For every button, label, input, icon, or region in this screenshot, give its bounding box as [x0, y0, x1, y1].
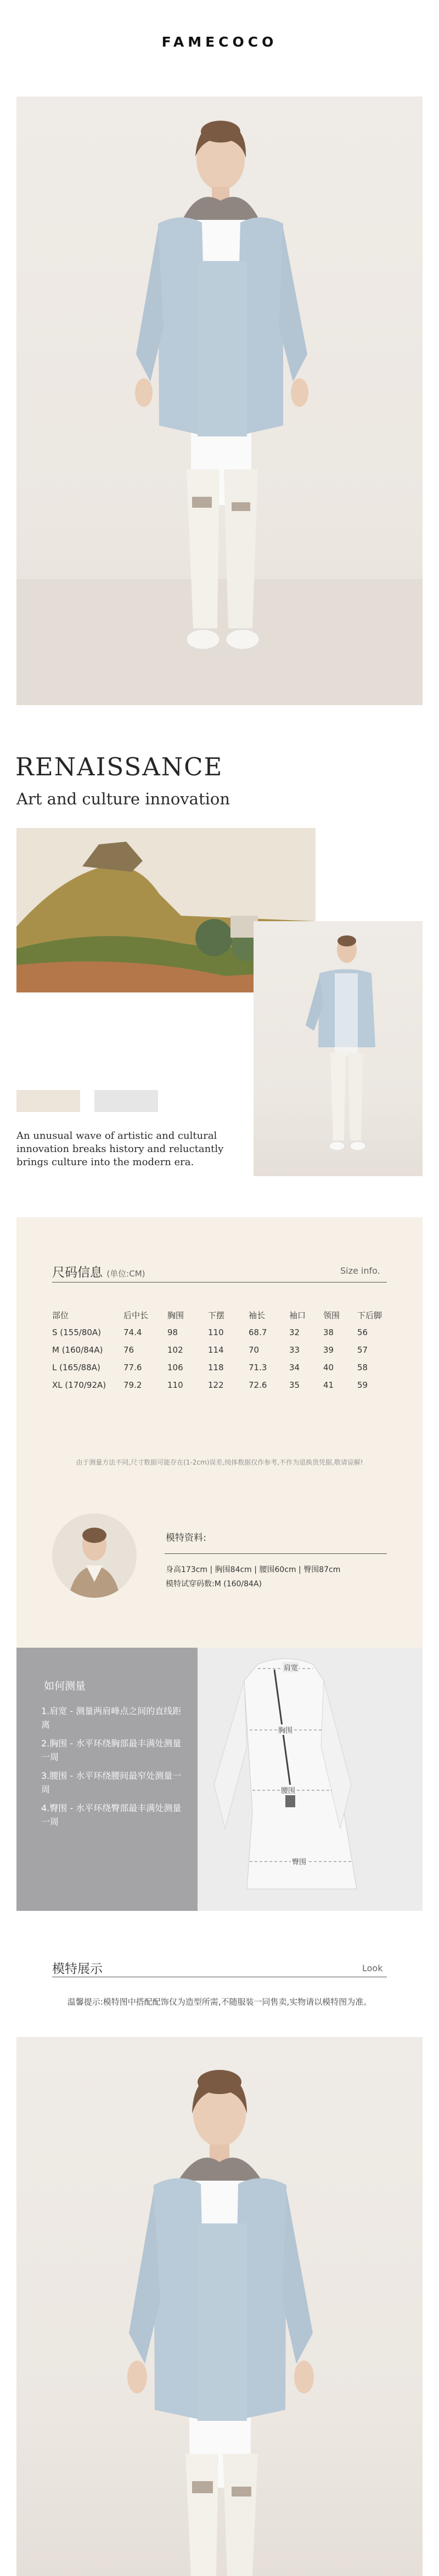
diagram-label-chest: 胸围 [277, 1724, 294, 1735]
size-info-unit: (单位:CM) [106, 1269, 145, 1279]
size-info-title-en: Size info. [340, 1266, 380, 1276]
size-table-header: 袖长 [249, 1310, 266, 1320]
size-table-header: 领围 [323, 1310, 340, 1320]
brand-logo: FAMECOCO [161, 34, 278, 50]
size-info-divider [52, 1282, 387, 1283]
size-table [52, 1306, 387, 1394]
size-table-cell: 77.6 [123, 1363, 142, 1372]
size-table-header: 袖口 [289, 1310, 306, 1320]
size-table-cell: L (165/88A) [52, 1363, 100, 1372]
size-table-cell: 32 [289, 1327, 300, 1337]
how-to-measure-title: 如何测量 [44, 1680, 86, 1692]
intro-description: An unusual wave of artistic and cultural innovation breaks history and reluctantly brings culture into the modern era. [16, 1130, 224, 1168]
look-model-illustration [16, 2037, 423, 2576]
how-to-measure-steps [41, 1704, 184, 1834]
diagram-label-hip: 臀围 [291, 1856, 307, 1866]
model-info-title: 模特资料: [166, 1533, 206, 1544]
size-table-row [52, 1341, 387, 1359]
size-table-header: 下摆 [208, 1310, 225, 1320]
look-notice: 温馨提示:模特图中搭配配饰仅为造型所需,不随服装一同售卖,实物请以模特图为准。 [67, 1997, 372, 2007]
size-table-cell: 110 [208, 1327, 224, 1337]
measure-step: 1.肩宽 - 测量两肩峰点之间的直线距离 [41, 1706, 182, 1730]
measure-step: 3.腰围 - 水平环绕腰间最窄处测量一周 [41, 1771, 182, 1795]
size-table-cell: 71.3 [249, 1363, 267, 1372]
hero-model-photo [16, 97, 423, 705]
model-info-divider [165, 1553, 387, 1554]
size-table-cell: 76 [123, 1345, 134, 1355]
look-title-en: Look [362, 1963, 383, 1973]
size-table-cell: 33 [289, 1345, 300, 1355]
secondary-model-illustration [254, 921, 423, 1176]
size-table-cell: 114 [208, 1345, 224, 1355]
size-table-cell: 70 [249, 1345, 260, 1355]
hero-model-illustration [16, 97, 423, 705]
size-table-cell: 58 [357, 1363, 368, 1372]
measure-step: 4.臀围 - 水平环绕臀部最丰满处测量一周 [41, 1803, 182, 1827]
look-title: 模特展示 [52, 1962, 103, 1976]
size-table-header: 部位 [52, 1310, 69, 1320]
size-table-cell: 41 [323, 1380, 334, 1390]
size-info-title: 尺码信息 [52, 1266, 103, 1280]
diagram-label-shoulder: 肩宽 [283, 1662, 299, 1672]
swatch-beige [16, 1090, 80, 1112]
swatch-grey [94, 1090, 158, 1112]
size-table-cell: 79.2 [123, 1380, 142, 1390]
intro-title: RENAISSANCE [15, 752, 223, 781]
model-info-stats [166, 1563, 340, 1591]
size-info-heading [52, 1262, 145, 1280]
size-table-header: 下后脚 [357, 1310, 382, 1320]
size-table-header-row [52, 1306, 387, 1324]
measure-step: 2.胸围 - 水平环绕胸部最丰满处测量一周 [41, 1738, 182, 1762]
look-model-photo [16, 2037, 423, 2576]
intro-subtitle: Art and culture innovation [16, 790, 230, 808]
size-table-cell: 39 [323, 1345, 334, 1355]
size-table-cell: XL (170/92A) [52, 1380, 106, 1390]
size-table-cell: 38 [323, 1327, 334, 1337]
size-table-row [52, 1376, 387, 1394]
size-table-cell: 40 [323, 1363, 334, 1372]
size-table-cell: 72.6 [249, 1380, 267, 1390]
size-disclaimer: 由于测量方法不同,尺寸数据可能存在(1-2cm)误差,纯体数据仅作参考,不作为退换货凭据,敬请谅解! [76, 1459, 363, 1466]
size-table-cell: 59 [357, 1380, 368, 1390]
size-table-cell: 106 [167, 1363, 183, 1372]
size-table-cell: S (155/80A) [52, 1327, 102, 1337]
size-table-cell: 68.7 [249, 1327, 267, 1337]
size-table-cell: 57 [357, 1345, 368, 1355]
model-avatar [52, 1513, 137, 1598]
secondary-model-photo [254, 921, 423, 1176]
size-table-cell: 102 [167, 1345, 183, 1355]
model-avatar-illustration [52, 1513, 137, 1598]
size-table-cell: 110 [167, 1380, 183, 1390]
size-table-cell: 122 [208, 1380, 224, 1390]
size-table-header: 胸围 [167, 1310, 184, 1320]
size-table-cell: 118 [208, 1363, 224, 1372]
size-table-header: 后中长 [123, 1310, 149, 1320]
size-table-cell: 35 [289, 1380, 300, 1390]
size-table-row [52, 1324, 387, 1341]
size-table-cell: 98 [167, 1327, 178, 1337]
size-table-row [52, 1359, 387, 1376]
model-measurements: 身高173cm | 胸围84cm | 腰围60cm | 臀围87cm [166, 1565, 341, 1574]
size-table-cell: 74.4 [123, 1327, 142, 1337]
size-table-cell: M (160/84A) [52, 1345, 103, 1355]
size-table-cell: 56 [357, 1327, 368, 1337]
diagram-label-waist: 腰围 [280, 1785, 296, 1795]
model-fitting-size: 模特试穿码数:M (160/84A) [166, 1580, 262, 1588]
size-table-cell: 34 [289, 1363, 300, 1372]
